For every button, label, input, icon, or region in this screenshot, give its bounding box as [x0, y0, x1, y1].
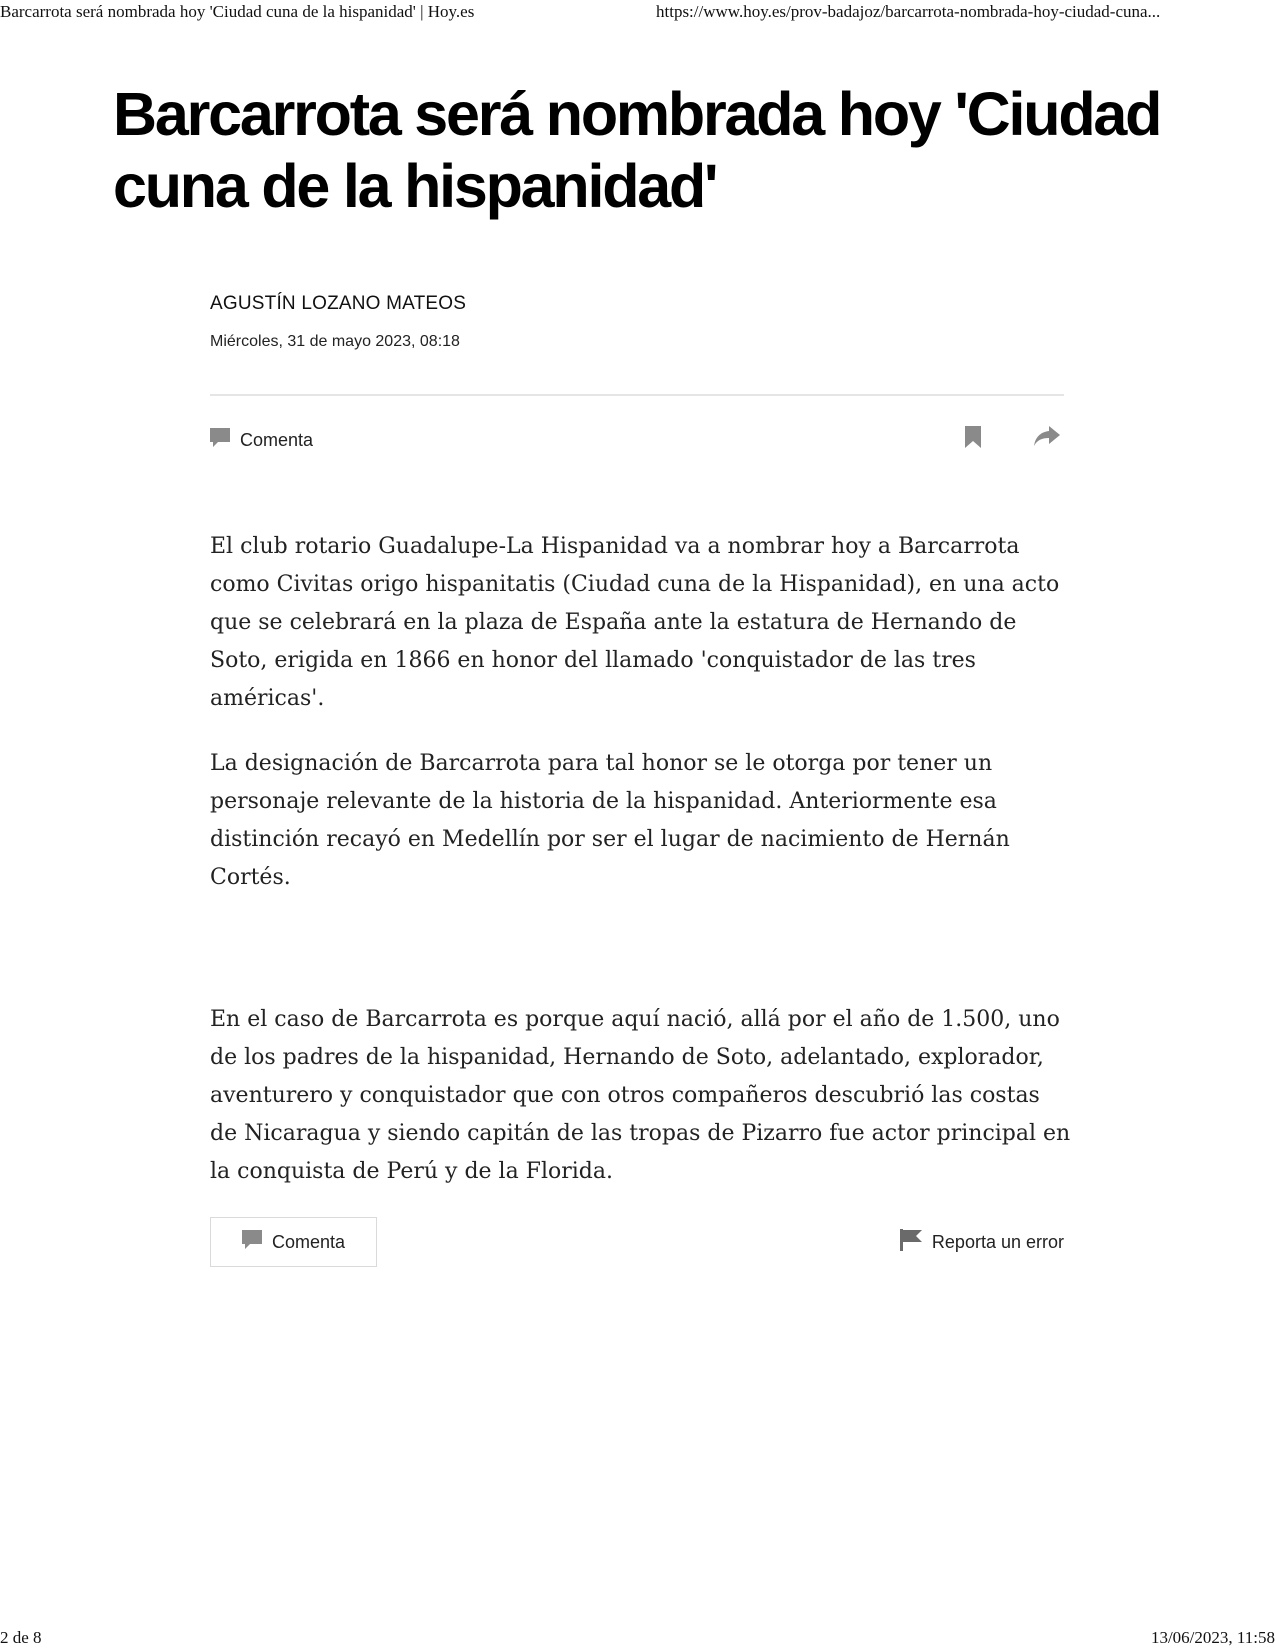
bookmark-icon — [964, 435, 982, 452]
comment-icon — [242, 1230, 272, 1255]
article-paragraph: La designación de Barcarrota para tal honor se le otorga por tener un personaje relevante de la historia de la hispanidad. Anteriormente esa distinción recayó en Medellín por ser el lugar de nacimiento de Hernán Cortés. — [210, 751, 1010, 890]
print-header — [0, 2, 1275, 26]
comment-icon — [210, 428, 240, 453]
article-footer-actions — [210, 1217, 1064, 1269]
comment-button[interactable] — [210, 1217, 377, 1267]
author-name[interactable]: AGUSTÍN LOZANO MATEOS — [210, 293, 467, 314]
print-page-url: https://www.hoy.es/prov-badajoz/barcarrota-nombrada-hoy-ciudad-cuna... — [656, 2, 1161, 21]
article-headline: Barcarrota será nombrada hoy 'Ciudad cuna de la hispanidad' — [113, 80, 1161, 220]
print-page-number: 2 de 8 — [0, 1628, 42, 1647]
flag-icon — [900, 1229, 932, 1256]
divider — [210, 394, 1064, 396]
comment-link-label: Comenta — [240, 430, 314, 450]
report-error-label: Reporta un error — [931, 1232, 1064, 1252]
print-footer — [0, 1628, 1275, 1650]
article-paragraph: En el caso de Barcarrota es porque aquí nació, allá por el año de 1.500, uno de los padres de la hispanidad, Hernando de Soto, adelantado, explorador, aventurero y conquistador que con otros compañeros descubrió las costas de Nicaragua y siendo capitán de las tropas de Pizarro fue actor principal en la conquista de Perú y de la Florida. — [210, 1007, 1071, 1184]
article-action-bar — [210, 424, 1064, 458]
article-paragraph: El club rotario Guadalupe-La Hispanidad va a nombrar hoy a Barcarrota como Civitas origo hispanitatis (Ciudad cuna de la Hispanidad), en una acto que se celebrará en la plaza de España ante la estatura de Hernando de Soto, erigida en 1866 en honor del llamado 'conquistador de las tres américas'. — [210, 534, 1060, 711]
report-error-link[interactable] — [900, 1229, 1064, 1256]
print-page-title: Barcarrota será nombrada hoy 'Ciudad cuna de la hispanidad' | Hoy.es — [0, 2, 475, 21]
bookmark-button[interactable] — [964, 426, 982, 453]
publish-date: Miércoles, 31 de mayo 2023, 08:18 — [210, 333, 460, 350]
print-datetime: 13/06/2023, 11:58 — [1150, 1628, 1275, 1647]
share-icon — [1034, 435, 1060, 452]
comment-button-label: Comenta — [271, 1231, 346, 1252]
comment-link[interactable] — [210, 428, 313, 453]
share-button[interactable] — [1034, 426, 1060, 453]
